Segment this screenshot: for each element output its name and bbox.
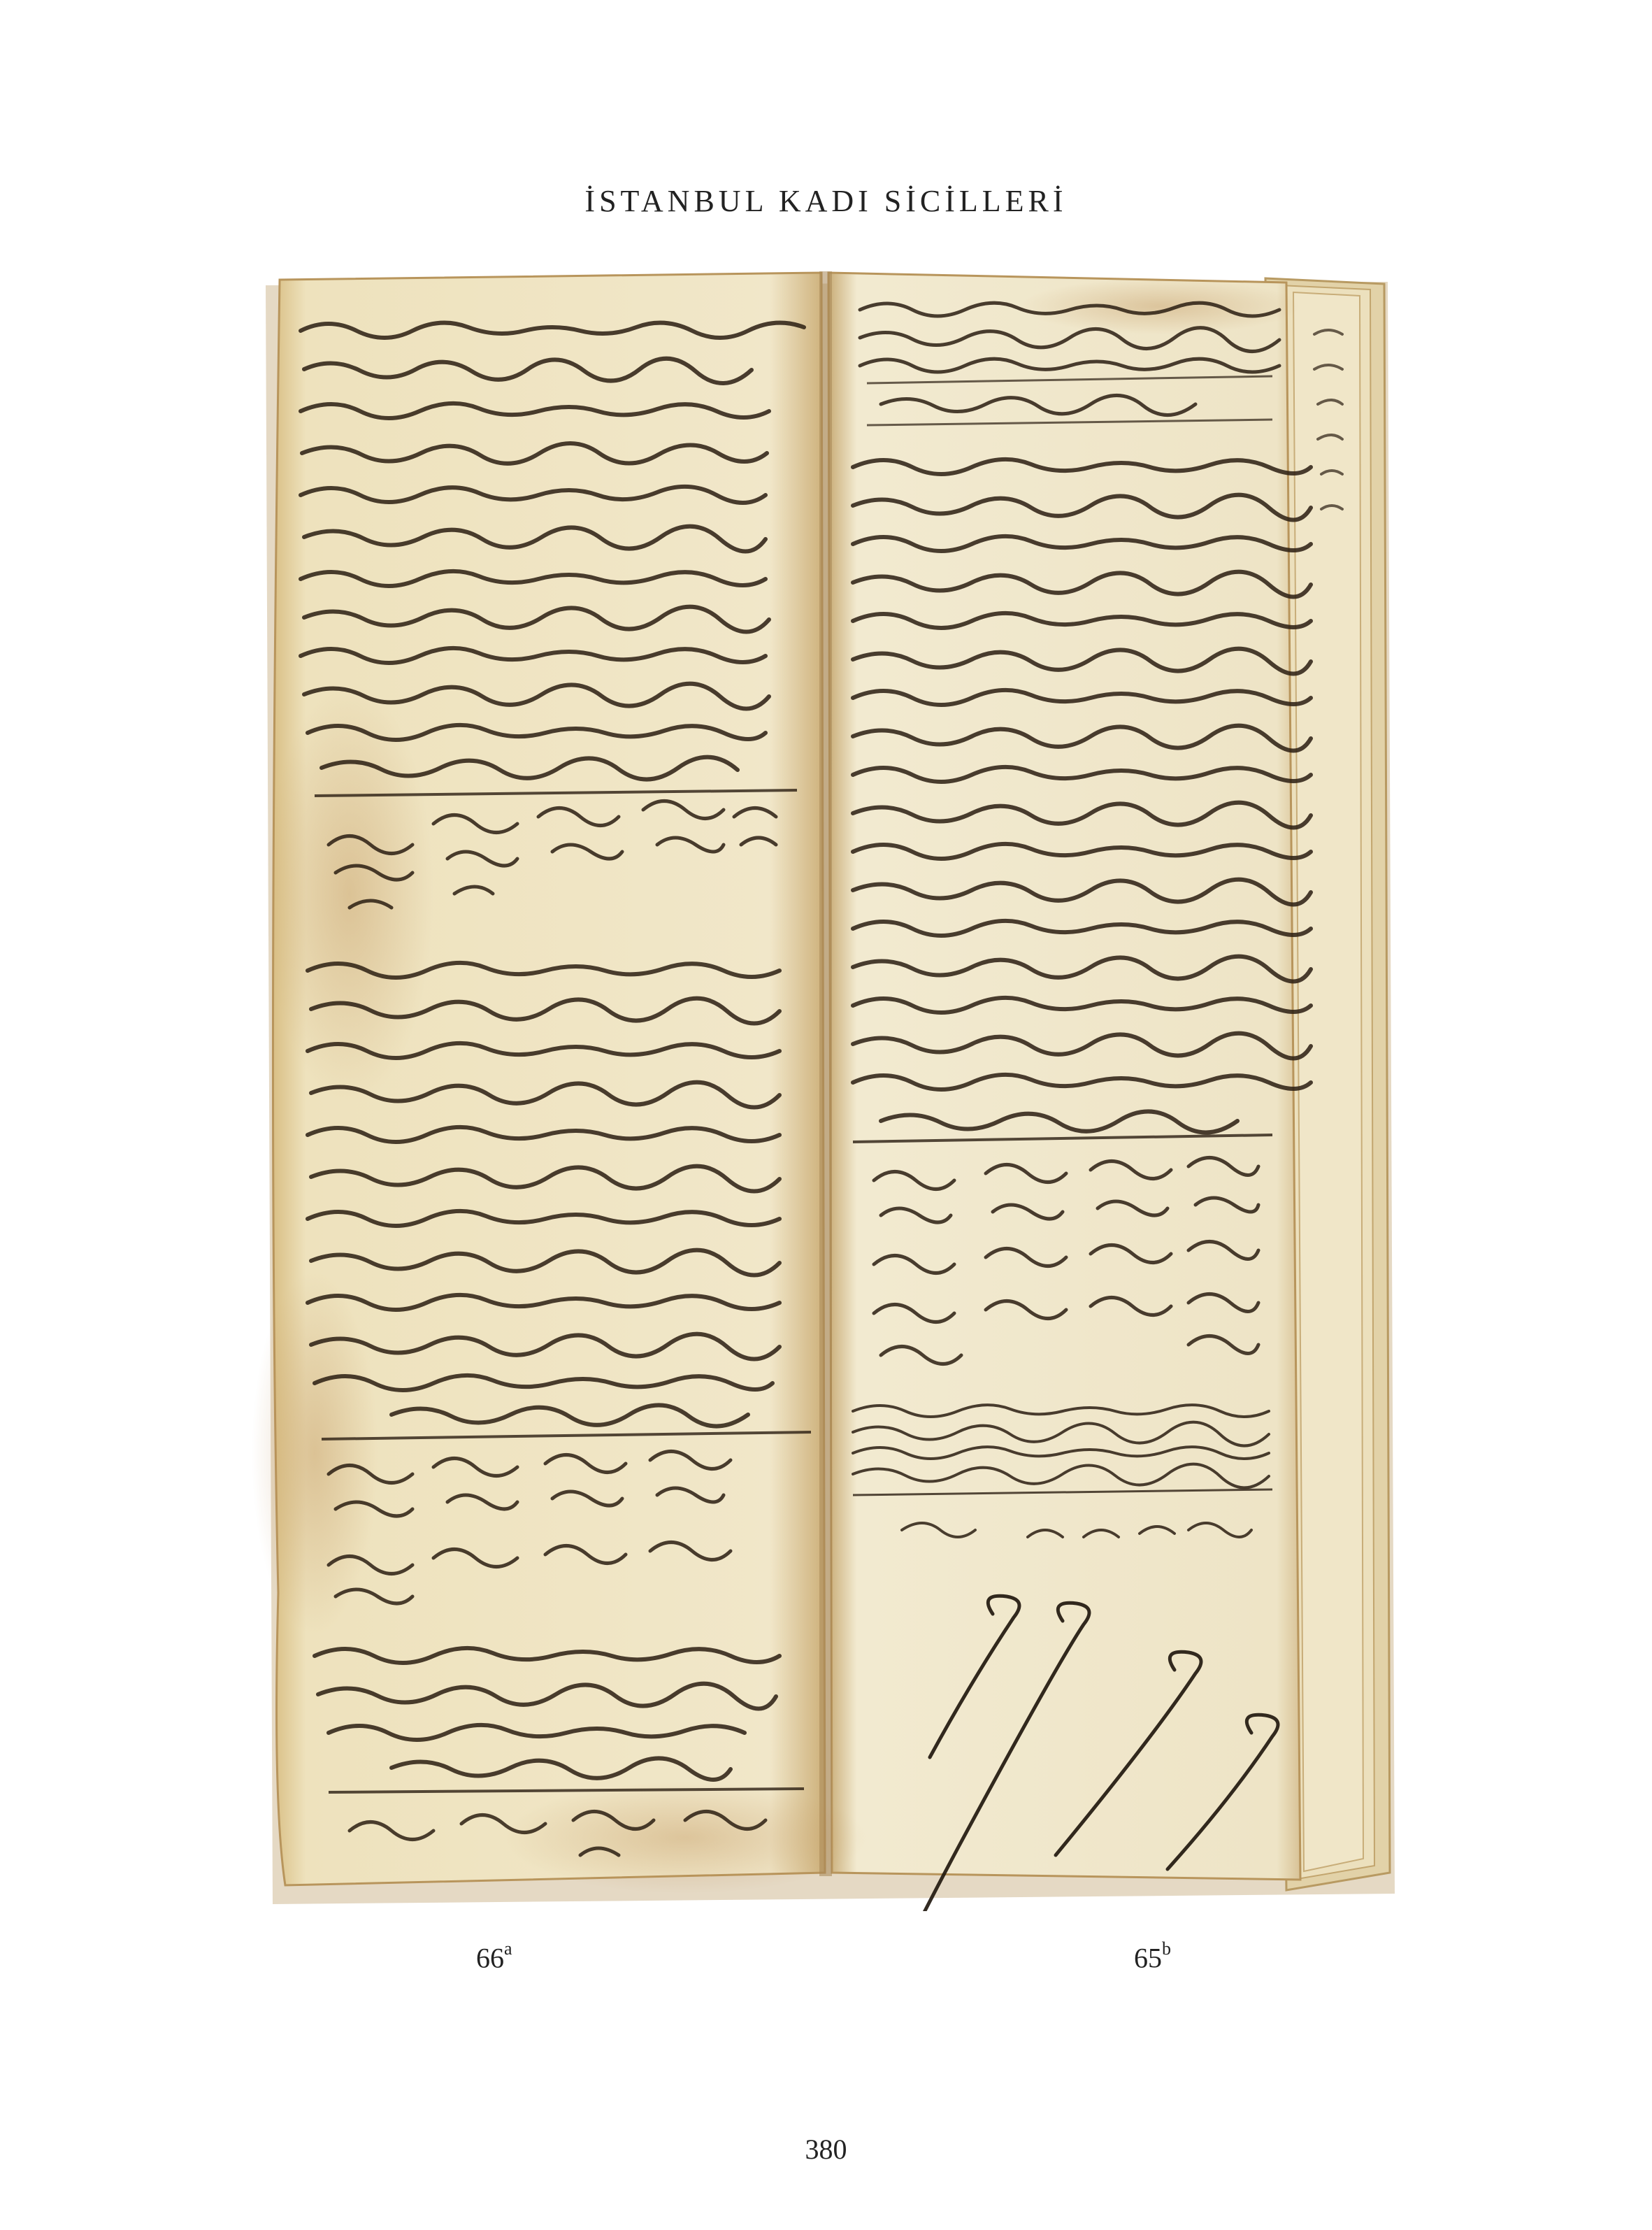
- running-head: İSTANBUL KADI SİCİLLERİ: [584, 184, 1068, 218]
- caption-left-sup: a: [504, 1938, 512, 1959]
- caption-right-sup: b: [1162, 1938, 1171, 1959]
- manuscript-photo: [252, 264, 1398, 1911]
- caption-left-number: 66: [476, 1942, 504, 1974]
- page-number: 380: [805, 2133, 847, 2165]
- caption-folio-right: [1134, 1938, 1171, 1974]
- caption-folio-left: [476, 1938, 512, 1974]
- caption-right-number: 65: [1134, 1942, 1162, 1974]
